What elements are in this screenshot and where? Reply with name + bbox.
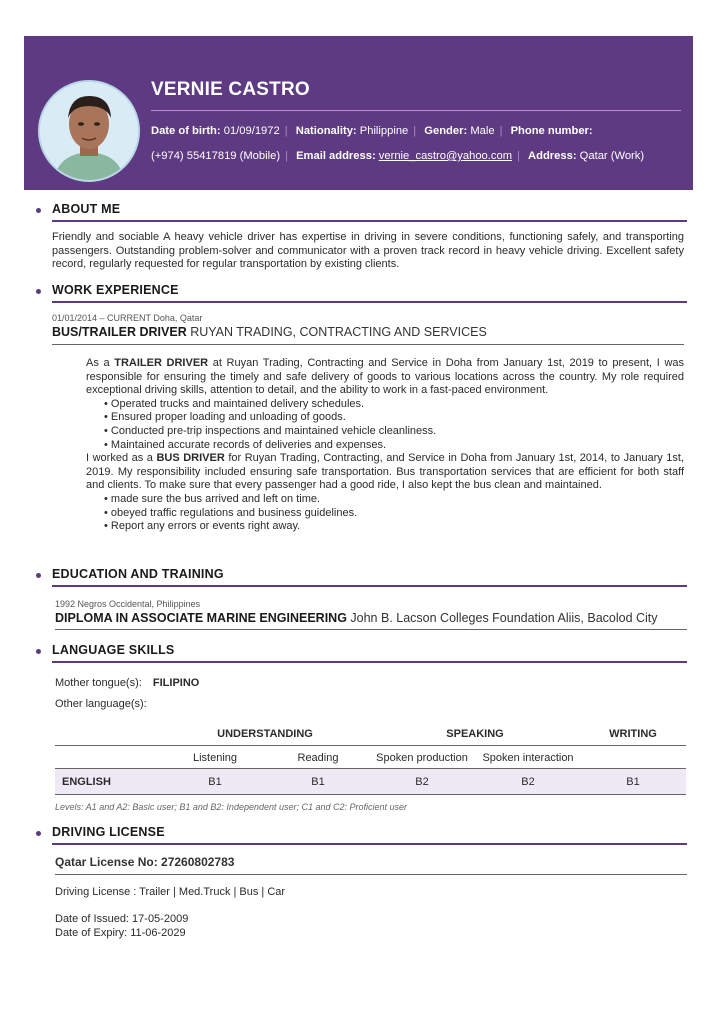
bus-paragraph: I worked as a BUS DRIVER for Ruyan Trading, Contracting, and Service in Doha from January 1st, 2014, to January 1st, 2019. My responsibility included ensuring safe transportation. Bus transportation services that are efficient for both staff and clients. To make sure that every passenger had a good ride, I also kept the bus clean and maintained. <box>86 452 685 492</box>
bullet-dot <box>36 289 41 294</box>
reading-level: B1 <box>311 776 325 788</box>
language-title: LANGUAGE SKILLS <box>52 643 175 657</box>
section-rule <box>52 301 687 303</box>
spoken-production-level: B2 <box>415 776 429 788</box>
gender-value: Male <box>470 125 495 137</box>
about-title: ABOUT ME <box>52 202 121 216</box>
personal-info-line-2: (+974) 55417819 (Mobile) | Email address: vernie_castro@yahoo.com | Address: Qatar (Work) <box>151 150 645 162</box>
job-divider <box>52 344 684 345</box>
about-text: Friendly and sociable A heavy vehicle driver has expertise in driving in severe conditions, functioning safely, and transporting passengers. Outstanding problem-solver and communicator with a proven track record in heavy vehicle driving. Excellent safety record, regularly requested for regular transportation by existing clients. <box>52 231 684 271</box>
work-title: WORK EXPERIENCE <box>52 283 179 297</box>
trailer-driver-term: TRAILER DRIVER <box>114 357 209 369</box>
email-label: Email address: <box>296 150 376 162</box>
mother-tongue-value: FILIPINO <box>152 677 200 689</box>
bullet-dot <box>36 649 41 654</box>
bullet-dot <box>36 831 41 836</box>
header-speaking: SPEAKING <box>446 728 504 740</box>
work-date-location: 01/01/2014 – CURRENT Doha, Qatar <box>52 313 203 323</box>
license-divider <box>55 874 687 875</box>
list-item: • Ensured proper loading and unloading of goods. <box>104 411 684 425</box>
section-rule <box>52 220 687 222</box>
education-divider <box>55 629 687 630</box>
list-item: • made sure the bus arrived and left on time. <box>104 493 684 507</box>
work-role: BUS/TRAILER DRIVER <box>52 325 187 339</box>
license-title: DRIVING LICENSE <box>52 825 165 839</box>
education-school: John B. Lacson Colleges Foundation Aliis, Bacolod City <box>350 611 658 625</box>
section-rule <box>52 585 687 587</box>
dob-label: Date of birth: <box>151 125 221 137</box>
levels-note: Levels: A1 and A2: Basic user; B1 and B2: Independent user; C1 and C2: Proficient user <box>55 802 408 812</box>
table-rule <box>55 794 686 795</box>
phone-value: (+974) 55417819 (Mobile) <box>151 150 281 162</box>
subheader-reading: Reading <box>297 752 339 764</box>
gender-label: Gender: <box>424 125 468 137</box>
subheader-listening: Listening <box>192 752 238 764</box>
bus-duties-list <box>86 493 684 534</box>
bullet-dot <box>36 208 41 213</box>
address-label: Address: <box>528 150 577 162</box>
address-value: Qatar (Work) <box>579 150 645 162</box>
list-item: • Maintained accurate records of deliveries and expenses. <box>104 439 684 453</box>
language-name-english: ENGLISH <box>62 776 111 788</box>
profile-header <box>24 36 693 190</box>
phone-label: Phone number: <box>510 125 593 137</box>
list-item: • Conducted pre-trip inspections and maintained vehicle cleanliness. <box>104 425 684 439</box>
bus-driver-term: BUS DRIVER <box>156 452 225 465</box>
header-writing: WRITING <box>609 728 657 740</box>
list-item: • Report any errors or events right away. <box>104 520 684 534</box>
writing-level: B1 <box>626 776 640 788</box>
trailer-paragraph: As a TRAILER DRIVER at Ruyan Trading, Contracting and Service in Doha from January 1st, 2019 to present, I was responsible for ensuring the timely and safe delivery of goods to various locations across the country. My role required exceptional driving skills, attention to detail, and the ability to work in a fast-paced environment. <box>86 357 685 397</box>
work-company: RUYAN TRADING, CONTRACTING AND SERVICES <box>190 325 487 339</box>
table-rule <box>55 745 686 746</box>
other-languages-label: Other language(s): <box>55 698 147 710</box>
work-job-title <box>52 325 487 339</box>
education-degree: DIPLOMA IN ASSOCIATE MARINE ENGINEERING <box>55 611 347 625</box>
mother-tongue-label: Mother tongue(s): <box>55 677 142 689</box>
work-description <box>86 357 684 534</box>
personal-info-line-1: Date of birth: 01/09/1972 | Nationality: Philippine | Gender: Male | Phone number: <box>151 125 593 137</box>
avatar <box>38 80 140 182</box>
dob-value: 01/09/1972 <box>223 125 280 137</box>
list-item: • Operated trucks and maintained delivery schedules. <box>104 398 684 412</box>
subheader-spoken-interaction: Spoken interaction <box>482 752 574 764</box>
subheader-spoken-production: Spoken production <box>376 752 468 764</box>
listening-level: B1 <box>208 776 222 788</box>
candidate-name: VERNIE CASTRO <box>151 79 310 100</box>
header-understanding: UNDERSTANDING <box>217 728 313 740</box>
license-number: Qatar License No: 27260802783 <box>55 855 235 869</box>
license-issued-date: Date of Issued: 17-05-2009 <box>55 913 189 925</box>
section-rule <box>52 661 687 663</box>
avatar-photo <box>40 82 138 180</box>
license-types: Driving License : Trailer | Med.Truck | Bus | Car <box>55 886 286 898</box>
mother-tongue-line <box>55 677 199 689</box>
bullet-dot <box>36 573 41 578</box>
nationality-label: Nationality: <box>295 125 357 137</box>
education-date-location: 1992 Negros Occidental, Philippines <box>55 599 201 609</box>
section-rule <box>52 843 687 845</box>
list-item: • obeyed traffic regulations and business guidelines. <box>104 507 684 521</box>
header-divider <box>151 110 681 111</box>
education-degree-line <box>55 611 658 625</box>
spoken-interaction-level: B2 <box>521 776 535 788</box>
nationality-value: Philippine <box>359 125 409 137</box>
email-link[interactable]: vernie_castro@yahoo.com <box>378 150 513 162</box>
license-expiry-date: Date of Expiry: 11-06-2029 <box>55 927 186 939</box>
education-title: EDUCATION AND TRAINING <box>52 567 224 581</box>
trailer-duties-list <box>86 398 684 452</box>
